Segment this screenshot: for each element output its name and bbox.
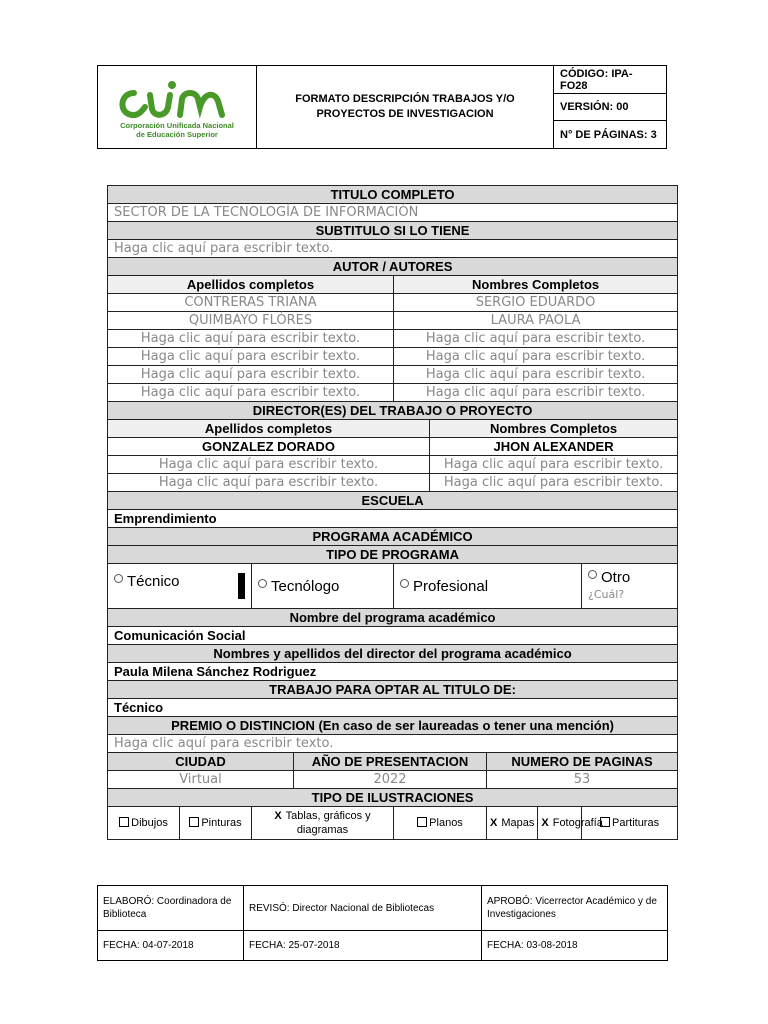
- elaboro-cell: ELABORÓ: Coordinadora de Biblioteca: [98, 886, 244, 931]
- autor-2-apellidos[interactable]: QUIMBAYO FLÓRES: [108, 312, 394, 330]
- ilus-pinturas-label: Pinturas: [201, 817, 242, 829]
- ilus-mapas-label: Mapas: [501, 817, 535, 829]
- autor-5-nombres[interactable]: Haga clic aquí para escribir texto.: [394, 366, 678, 384]
- autor-3-nombres[interactable]: Haga clic aquí para escribir texto.: [394, 330, 678, 348]
- autor-6-apellidos[interactable]: Haga clic aquí para escribir texto.: [108, 384, 394, 402]
- paginas-cell: N° DE PÁGINAS: 3: [554, 121, 667, 149]
- ilus-pinturas[interactable]: [180, 807, 252, 840]
- ilus-partituras-label: Partituras: [612, 817, 660, 829]
- cursor-bar: [238, 573, 245, 599]
- header-table: [97, 65, 667, 149]
- ilustraciones-label: TIPO DE ILUSTRACIONES: [108, 789, 678, 807]
- autor-4-nombres[interactable]: Haga clic aquí para escribir texto.: [394, 348, 678, 366]
- ilus-tablas-label: Tablas, gráficos y diagramas: [285, 810, 371, 836]
- check-fotografia-mark[interactable]: X: [541, 817, 549, 829]
- radio-tecnologo-icon[interactable]: [258, 579, 267, 588]
- ilus-planos[interactable]: [394, 807, 487, 840]
- otro-cual-field[interactable]: ¿Cuál?: [588, 587, 625, 601]
- version-cell: VERSIÓN: 00: [554, 94, 667, 121]
- tipo-programa-label: TIPO DE PROGRAMA: [108, 546, 678, 564]
- numero-paginas-label: NUMERO DE PAGINAS: [487, 753, 678, 771]
- director-apellidos-header: Apellidos completos: [108, 420, 430, 438]
- autores-label: AUTOR / AUTORES: [108, 258, 678, 276]
- check-tablas-mark[interactable]: X: [274, 810, 282, 822]
- subtitulo-label: SUBTITULO SI LO TIENE: [108, 222, 678, 240]
- tipo-profesional[interactable]: [394, 564, 582, 609]
- fecha-reviso: FECHA: 25-07-2018: [244, 931, 482, 961]
- checkbox-pinturas-icon[interactable]: [189, 817, 199, 827]
- aprobo-cell: APROBÓ: Vicerrector Académico y de Investigaciones: [482, 886, 668, 931]
- radio-otro-icon[interactable]: [588, 570, 597, 579]
- ilus-planos-label: Planos: [429, 817, 463, 829]
- tipo-tecnologo[interactable]: [252, 564, 394, 609]
- trabajo-field[interactable]: Técnico: [108, 699, 678, 717]
- ilus-mapas[interactable]: [487, 807, 538, 839]
- checkbox-dibujos-icon[interactable]: [119, 817, 129, 827]
- director-apellidos[interactable]: GONZALEZ DORADO: [108, 438, 430, 456]
- director-label: DIRECTOR(ES) DEL TRABAJO O PROYECTO: [108, 402, 678, 420]
- radio-tecnico-icon[interactable]: [114, 574, 123, 583]
- director-2-apellidos[interactable]: Haga clic aquí para escribir texto.: [108, 456, 430, 474]
- autor-4-apellidos[interactable]: Haga clic aquí para escribir texto.: [108, 348, 394, 366]
- subtitulo-field[interactable]: Haga clic aquí para escribir texto.: [108, 240, 678, 258]
- director-3-apellidos[interactable]: Haga clic aquí para escribir texto.: [108, 474, 430, 492]
- logo-line2: de Educación Superior: [136, 129, 218, 139]
- logo-line1: Corporación Unificada Nacional: [120, 120, 234, 130]
- tipo-tecnologo-label: Tecnólogo: [271, 577, 340, 595]
- footer-table: [97, 885, 668, 961]
- autor-3-apellidos[interactable]: Haga clic aquí para escribir texto.: [108, 330, 394, 348]
- autor-5-apellidos[interactable]: Haga clic aquí para escribir texto.: [108, 366, 394, 384]
- cun-logo: [112, 73, 242, 139]
- autores-apellidos-header: Apellidos completos: [108, 276, 394, 294]
- director-nombres[interactable]: JHON ALEXANDER: [430, 438, 678, 456]
- titulo-field[interactable]: SECTOR DE LA TECNOLOGÍA DE INFORMACIÓN: [108, 204, 678, 222]
- tipo-tecnico-label: Técnico: [127, 573, 180, 590]
- ano-label: AÑO DE PRESENTACION: [294, 753, 487, 771]
- fecha-elaboro: FECHA: 04-07-2018: [98, 931, 244, 961]
- trabajo-label: TRABAJO PARA OPTAR AL TITULO DE:: [108, 681, 678, 699]
- ilus-fotografia-label: Fotografía: [552, 817, 603, 829]
- ano-field[interactable]: 2022: [294, 771, 487, 789]
- tipo-otro[interactable]: [582, 564, 678, 609]
- escuela-field[interactable]: Emprendimiento: [108, 510, 678, 528]
- reviso-cell: REVISÓ: Director Nacional de Bibliotecas: [244, 886, 482, 931]
- director-2-nombres[interactable]: Haga clic aquí para escribir texto.: [430, 456, 678, 474]
- checkbox-planos-icon[interactable]: [417, 817, 427, 827]
- autor-1-nombres[interactable]: SERGIO EDUARDO: [394, 294, 678, 312]
- director-programa-field[interactable]: Paula Milena Sánchez Rodriguez: [108, 663, 678, 681]
- ilus-dibujos[interactable]: [108, 807, 180, 840]
- codigo-cell: CÓDIGO: IPA-FO28: [554, 66, 667, 94]
- logo-cell: [98, 66, 257, 149]
- ilus-dibujos-label: Dibujos: [131, 817, 168, 829]
- autor-1-apellidos[interactable]: CONTRERAS TRIANA: [108, 294, 394, 312]
- ilus-tablas[interactable]: [252, 807, 394, 840]
- form-table: [107, 185, 678, 840]
- titulo-label: TITULO COMPLETO: [108, 186, 678, 204]
- director-3-nombres[interactable]: Haga clic aquí para escribir texto.: [430, 474, 678, 492]
- director-programa-label: Nombres y apellidos del director del programa académico: [108, 645, 678, 663]
- autor-6-nombres[interactable]: Haga clic aquí para escribir texto.: [394, 384, 678, 402]
- tipo-otro-label: Otro: [601, 568, 631, 586]
- premio-label: PREMIO O DISTINCION (En caso de ser laureadas o tener una mención): [108, 717, 678, 735]
- ciudad-field[interactable]: Virtual: [108, 771, 294, 789]
- document-title: FORMATO DESCRIPCIÓN TRABAJOS Y/O PROYECTOS DE INVESTIGACION: [257, 66, 554, 149]
- autor-2-nombres[interactable]: LAURA PAOLA: [394, 312, 678, 330]
- fecha-aprobo: FECHA: 03-08-2018: [482, 931, 668, 961]
- premio-field[interactable]: Haga clic aquí para escribir texto.: [108, 735, 678, 753]
- radio-profesional-icon[interactable]: [400, 579, 409, 588]
- ilus-mapas-fotografia: [487, 807, 603, 840]
- tipo-tecnico[interactable]: [108, 564, 252, 609]
- escuela-label: ESCUELA: [108, 492, 678, 510]
- tipo-profesional-label: Profesional: [413, 577, 489, 595]
- ciudad-label: CIUDAD: [108, 753, 294, 771]
- numero-paginas-field[interactable]: 53: [487, 771, 678, 789]
- nombre-programa-label: Nombre del programa académico: [108, 609, 678, 627]
- nombre-programa-field[interactable]: Comunicación Social: [108, 627, 678, 645]
- check-mapas-mark[interactable]: X: [490, 817, 498, 829]
- programa-label: PROGRAMA ACADÉMICO: [108, 528, 678, 546]
- director-nombres-header: Nombres Completos: [430, 420, 678, 438]
- checkbox-partituras-icon[interactable]: [600, 817, 610, 827]
- autores-nombres-header: Nombres Completos: [394, 276, 678, 294]
